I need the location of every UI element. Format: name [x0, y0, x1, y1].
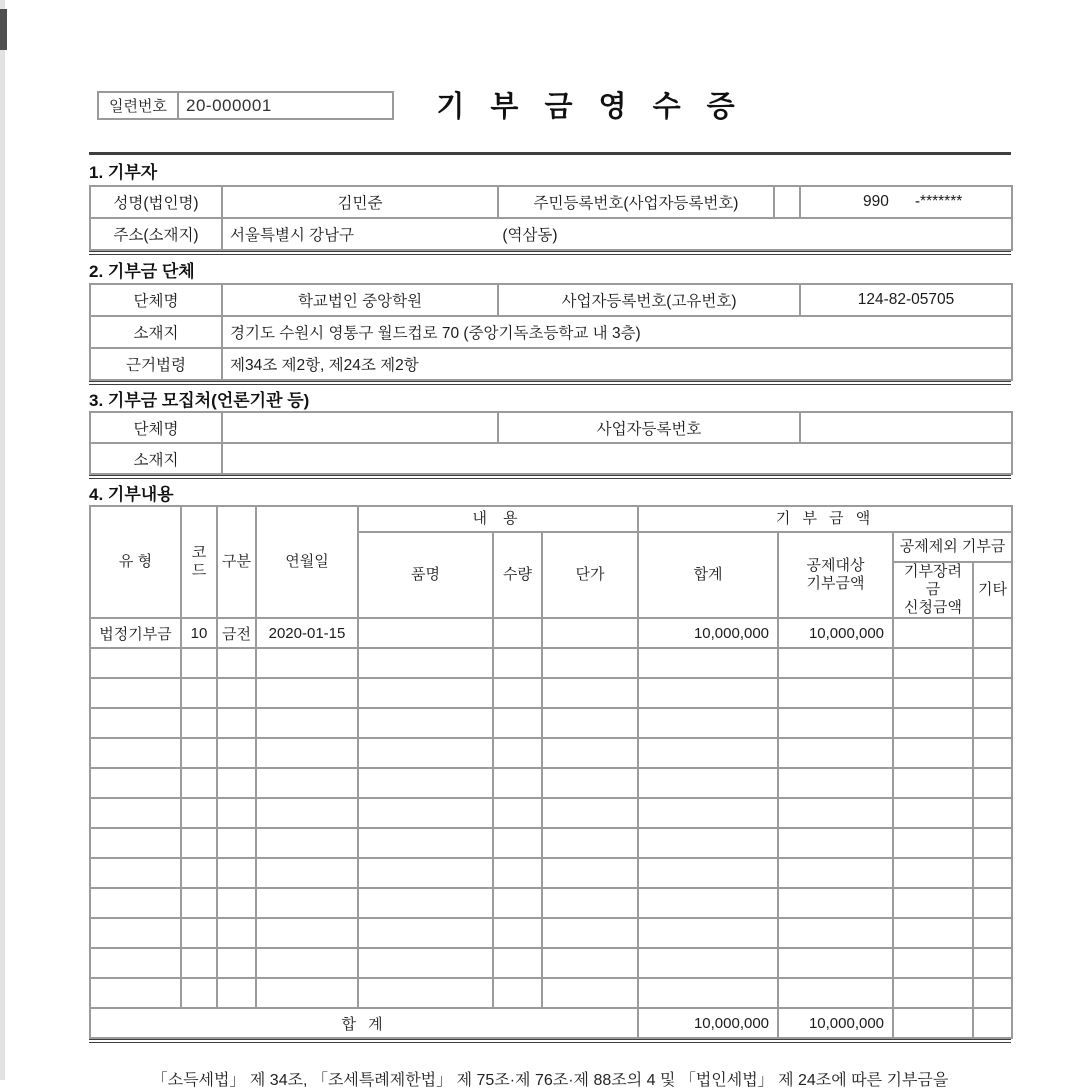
- col-header-code: 코드: [181, 506, 217, 618]
- section-organization-heading: 2. 기부금 단체: [89, 261, 195, 281]
- cell-deductible: 10,000,000: [778, 618, 893, 648]
- col-header-category: 구분: [217, 506, 256, 618]
- section-donor: [89, 155, 1011, 255]
- table-row-total: [90, 1008, 1012, 1038]
- cell-qty: [493, 618, 542, 648]
- donor-name-label: 성명(법인명): [90, 186, 222, 218]
- org-name-value: 학교법인 중앙학원: [222, 284, 498, 316]
- col-header-etc: 기타: [973, 562, 1012, 618]
- page-title: 기 부 금 영 수 증: [436, 91, 744, 123]
- col-header-amount: 기 부 금 액: [638, 506, 1012, 532]
- org-name-label: 단체명: [90, 284, 222, 316]
- cell-date: 2020-01-15: [256, 618, 358, 648]
- page-edge-strip: [0, 0, 5, 1080]
- collector-name-label: 단체명: [90, 412, 222, 443]
- org-law-label: 근거법령: [90, 348, 222, 380]
- serial-number-value: 20-000001: [186, 95, 272, 115]
- table-row-empty: [90, 708, 1012, 738]
- table-row-empty: [90, 798, 1012, 828]
- donor-rrn-prefix: 990: [863, 193, 889, 210]
- section-collector: [89, 385, 1011, 479]
- organization-table: [89, 283, 1013, 381]
- donor-address-part2: (역삼동): [502, 227, 558, 244]
- table-row-empty: [90, 648, 1012, 678]
- cell-incentive: [893, 618, 973, 648]
- org-biz-number-value: 124-82-05705: [800, 284, 1012, 316]
- col-header-item: 품명: [358, 532, 493, 618]
- table-row: [90, 348, 1012, 380]
- org-address-value: 경기도 수원시 영통구 월드컵로 70 (중앙기독초등학교 내 3층): [222, 316, 1012, 348]
- cell-code: 10: [181, 618, 217, 648]
- cell-etc: [973, 618, 1012, 648]
- table-row: [90, 218, 1012, 250]
- donor-address-label: 주소(소재지): [90, 218, 222, 250]
- table-row-donation: [90, 618, 1012, 648]
- table-header-row: [90, 506, 1012, 532]
- donor-rrn-value: [800, 186, 1012, 218]
- table-row-empty: [90, 828, 1012, 858]
- total-incentive: [893, 1008, 973, 1038]
- collector-address-label: 소재지: [90, 443, 222, 474]
- collector-name-value: [222, 412, 498, 443]
- table-row: [90, 316, 1012, 348]
- collector-biz-number-value: [800, 412, 1012, 443]
- table-row-empty: [90, 918, 1012, 948]
- section-organization: [89, 255, 1011, 385]
- col-header-contents: 내 용: [358, 506, 638, 532]
- document-body: [89, 152, 1011, 1090]
- table-row: [90, 412, 1012, 443]
- col-header-qty: 수량: [493, 532, 542, 618]
- table-row-empty: [90, 738, 1012, 768]
- collector-table: [89, 411, 1013, 475]
- total-deductible: 10,000,000: [778, 1008, 893, 1038]
- total-amount: 10,000,000: [638, 1008, 778, 1038]
- cell-item: [358, 618, 493, 648]
- details-table: [89, 505, 1013, 1039]
- org-address-label: 소재지: [90, 316, 222, 348]
- cell-type: 법정기부금: [90, 618, 181, 648]
- donor-rrn-masked: -*******: [914, 193, 963, 210]
- section-donor-heading: 1. 기부자: [89, 162, 158, 182]
- table-row-empty: [90, 678, 1012, 708]
- col-header-incentive: 기부장려금 신청금액: [893, 562, 973, 618]
- donor-rrn-spacer: [774, 186, 800, 218]
- table-row: [90, 186, 1012, 218]
- serial-number-box: [97, 91, 394, 120]
- collector-address-value: [222, 443, 1012, 474]
- table-row-empty: [90, 978, 1012, 1008]
- col-header-date: 연월일: [256, 506, 358, 618]
- col-header-deductible: 공제대상 기부금액: [778, 532, 893, 618]
- donor-rrn-label: 주민등록번호(사업자등록번호): [498, 186, 774, 218]
- table-row-empty: [90, 948, 1012, 978]
- cell-unit-price: [542, 618, 638, 648]
- section-collector-heading: 3. 기부금 모집처(언론기관 등): [89, 390, 310, 410]
- col-header-total: 합계: [638, 532, 778, 618]
- col-header-type: 유 형: [90, 506, 181, 618]
- table-row-empty: [90, 888, 1012, 918]
- section-details-heading: 4. 기부내용: [89, 484, 174, 504]
- donor-name-value: 김민준: [222, 186, 498, 218]
- total-label: 합 계: [90, 1008, 638, 1038]
- table-row: [90, 443, 1012, 474]
- table-row-empty: [90, 858, 1012, 888]
- donor-table: [89, 185, 1013, 251]
- table-row: [90, 284, 1012, 316]
- legal-footnote: 「소득세법」 제 34조, 「조세특례제한법」 제 75조·제 76조·제 88조의 4 및 「법인세법」 제 24조에 따른 기부금을: [151, 1072, 949, 1089]
- collector-biz-number-label: 사업자등록번호: [498, 412, 800, 443]
- page-edge-mark: [0, 9, 7, 50]
- donor-address-part1: 서울특별시 강남구: [230, 227, 355, 244]
- donor-address-value: [222, 218, 1012, 250]
- table-row-empty: [90, 768, 1012, 798]
- org-law-value: 제34조 제2항, 제24조 제2항: [222, 348, 1012, 380]
- org-biz-number-label: 사업자등록번호(고유번호): [498, 284, 800, 316]
- serial-number-label: 일련번호: [99, 93, 179, 118]
- cell-total: 10,000,000: [638, 618, 778, 648]
- col-header-unit-price: 단가: [542, 532, 638, 618]
- cell-category: 금전: [217, 618, 256, 648]
- section-details: [89, 479, 1011, 1043]
- col-header-excluded: 공제제외 기부금: [893, 532, 1012, 562]
- total-etc: [973, 1008, 1012, 1038]
